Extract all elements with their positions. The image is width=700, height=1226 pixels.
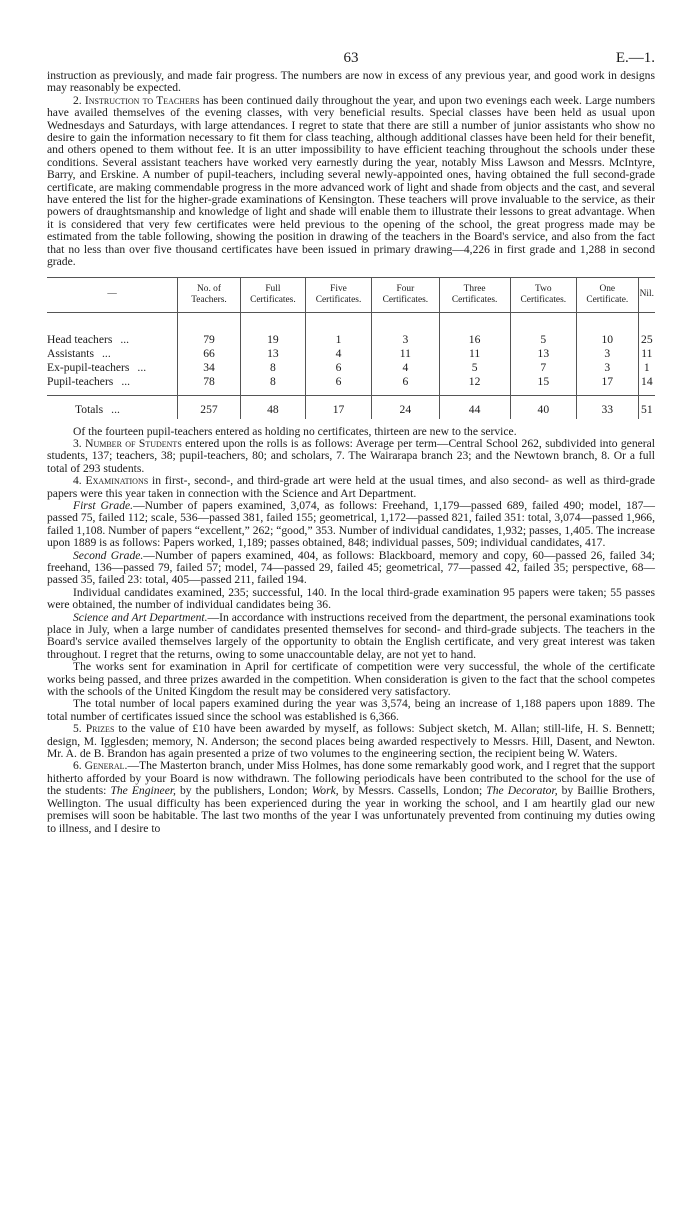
text-run: 3.: [73, 436, 86, 450]
table-row: [47, 375, 655, 396]
table-cell: 16: [439, 333, 510, 347]
table-cell: 11: [372, 347, 439, 361]
table-cell: 10: [576, 333, 638, 347]
paragraph: [47, 438, 655, 475]
table-cell: 25: [638, 333, 655, 347]
paragraph: [47, 550, 655, 587]
row-label-cell: [47, 375, 178, 396]
column-header: Two Certificates.: [510, 277, 576, 312]
table-cell: 3: [576, 361, 638, 375]
text-run: by Baillie Brothers, Wellington. The usual difficulty has been experienced during the year in working the school, and I am heartily glad our new premises will soon be habitable. The last two months of the year I was unfortunately prevented from continuing my duties owing to illness, and I desire to: [47, 784, 655, 835]
table-cell: [305, 312, 371, 333]
italic-text: Science and Art Department.: [73, 610, 208, 624]
table-cell: 79: [178, 333, 241, 347]
table-row: [47, 361, 655, 375]
text-run: —Number of papers examined, 3,074, as follows: Freehand, 1,179—passed 689, failed 490; model, 187—passed 75, failed 112; scale, 536—passed 381, failed 155; geometrical, 1,172—passed 821, failed 351: total, 3,074—passed 1,966, failed 1,108. Number of papers “excellent,” 262; “good,” 353. Number of individual candidates, 1,932; passes, 1,405. The increase upon 1889 is as follows: Papers worked, 1,189; passes obtained, 848; individual passes, 509; individual candidates, 417.: [47, 498, 655, 550]
column-header: One Certificate.: [576, 277, 638, 312]
section-heading: Examinations: [85, 474, 149, 488]
table-cell: 7: [510, 361, 576, 375]
table-cell: 5: [439, 361, 510, 375]
table-cell: 11: [638, 347, 655, 361]
table-cell: 4: [305, 347, 371, 361]
text-run: —Number of papers examined, 404, as follows: Blackboard, memory and copy, 60—passed 26, failed 34; freehand, 136—passed 79, failed 57; model, 74—passed 29, failed 45; geometrical, 77—passed 42, failed 35; perspective, 68—passed 35, failed 23: total, 405—passed 211, failed 194.: [47, 548, 655, 587]
column-header: No. of Teachers.: [178, 277, 241, 312]
table-cell: 34: [178, 361, 241, 375]
paragraph: [47, 698, 655, 723]
row-label: Totals: [75, 403, 104, 416]
table-cell: 15: [510, 375, 576, 396]
table-cell: 8: [240, 361, 305, 375]
page-header: [47, 0, 655, 70]
text-run: Of the fourteen pupil-teachers entered as holding no certificates, thirteen are new to the service.: [73, 424, 517, 438]
row-label-cell: [47, 395, 178, 419]
text-run: The total number of local papers examined during the year was 3,574, being an increase of 1,188 papers upon 1889. The total number of certificates issued since the school was established is 6,366.: [47, 697, 655, 723]
row-label-cell: [47, 312, 178, 333]
italic-text: The Decorator,: [486, 784, 558, 798]
section-heading: Instruction to Teachers: [84, 93, 200, 107]
table-cell: [638, 312, 655, 333]
paragraph: [47, 612, 655, 662]
table-cell: 24: [372, 395, 439, 419]
table-cell: 1: [638, 361, 655, 375]
text-run: entered upon the rolls is as follows: Average per term—Central School 262, subdivided into general students, 137; teachers, 38; pupil-teachers, 80; and scholars, 7. The Wairarapa branch 23; and the Newtown branch, 8. Or a full total of 293 students.: [47, 436, 655, 475]
column-header: Nil.: [638, 277, 655, 312]
section-heading: General.: [84, 759, 128, 773]
paragraph: [47, 475, 655, 500]
paragraph: [47, 760, 655, 834]
italic-text: Second Grade.: [73, 548, 144, 562]
table-cell: 51: [638, 395, 655, 419]
table-cell: 33: [576, 395, 638, 419]
leader-dots: ...: [120, 333, 130, 346]
body-text-before-table: [47, 70, 655, 269]
body-text-after-table: [47, 426, 655, 835]
text-run: instruction as previously, and made fair progress. The numbers are now in excess of any previous year, and good work in designs may reasonably be expected.: [47, 69, 655, 95]
paragraph: [47, 661, 655, 698]
row-label-cell: [47, 347, 178, 361]
text-run: to the value of £10 have been awarded by myself, as follows: Subject sketch, M. Allan; still-life, H. S. Bennett; design, M. Igglesden; memory, N. Anderson; the second places being awarded respectively to Messrs. Hill, Dasent, and Newton. Mr. A. de B. Brandon has again presented a prize of two volumes to the engineering section, the recipient being W. Waters.: [47, 722, 656, 761]
text-run: has been continued daily throughout the year, and upon two evenings each week. Large numbers have availed themselves of the evening classes, with very beneficial results. Special classes have been held as usual upon Wednesdays and Saturdays, with large attendances. I regret to state that there are still a number of junior assistants who show no desire to gain the information necessary to fit them for class teaching, although additional classes have been held for their benefit, and others opened to them without fee. It is an utter impossibility to have efficient teaching throughout the schools under these conditions. Several assistant teachers have worked very earnestly during the year, notably Miss Lawson and Messrs. McIntyre, Barry, and Erskine. A number of pupil-teachers, including several newly-appointed ones, having obtained the full second-grade certificate, are making commendable progress in the more advanced work of light and shade from objects and the cast, and several have entered the list for the higher-grade examinations of Kensington. These teachers will prove invaluable to the service, as their powers of draughtsmanship and knowledge of light and shade will enable them to illustrate their lessons to great advantage. When it is considered that very few certificates were held previous to the opening of the school, the great progress made may be estimated from the table following, showing the position in drawing of the teachers in the Board's service, and also from the fact that no less than over five thousand certificates have been issued in primary drawing—4,226 in first grade and 1,288 in second grade.: [47, 93, 655, 269]
table-cell: 40: [510, 395, 576, 419]
table-cell: [240, 312, 305, 333]
text-run: Individual candidates examined, 235; successful, 140. In the local third-grade examination 95 papers were taken; 55 passes were obtained, the number of individual candidates being 36.: [47, 585, 655, 612]
table-cell: 6: [305, 375, 371, 396]
row-label: Assistants: [47, 347, 95, 360]
table-corner: —: [47, 277, 178, 312]
document-reference: E.—1.: [615, 50, 655, 66]
table-cell: 13: [510, 347, 576, 361]
table-cell: [510, 312, 576, 333]
table-cell: 44: [439, 395, 510, 419]
text-run: in first-, second-, and third-grade art were held at the usual times, and also second- as well as third-grade papers were this year taken in connection with the Science and Art Department.: [47, 474, 655, 500]
table-cell: 66: [178, 347, 241, 361]
table-header-row: [47, 277, 655, 312]
row-label: Head teachers: [47, 333, 113, 346]
table-cell: [439, 312, 510, 333]
table-body: [47, 312, 655, 419]
leader-dots: ...: [121, 375, 131, 388]
table-cell: 19: [240, 333, 305, 347]
table-cell: 5: [510, 333, 576, 347]
table-row: [47, 347, 655, 361]
italic-text: The Engineer,: [110, 784, 176, 798]
table-cell: [178, 312, 241, 333]
page-number: 63: [343, 50, 359, 66]
section-heading: Number of Students: [85, 436, 182, 450]
document-page: [47, 0, 655, 1226]
paragraph: [47, 500, 655, 550]
text-run: —The Masterton branch, under Miss Holmes, has done some remarkably good work, and I regret that the support hitherto afforded by your Board is now withdrawn. The following periodicals have been contributed to the school for the use of the students:: [47, 759, 655, 798]
table-cell: 4: [372, 361, 439, 375]
text-run: 4.: [73, 474, 86, 488]
table-cell: 8: [240, 375, 305, 396]
paragraph: [47, 70, 655, 95]
paragraph: [47, 95, 655, 269]
table-cell: 17: [576, 375, 638, 396]
text-run: —In accordance with instructions received from the department, the personal examinations took place in July, when a large number of candidates presented themselves for second- and third-grade subjects. The teachers in the Board's service availed themselves largely of the opportunity to obtain the English certificate, and very great interest was taken throughout. I regret that the returns, owing to some unaccountable delay, are not yet to hand.: [47, 610, 656, 661]
row-label: Ex-pupil-teachers: [47, 361, 130, 374]
leader-dots: ...: [137, 361, 147, 374]
paragraph: [47, 587, 655, 612]
leader-dots: ...: [102, 347, 111, 360]
table-row: [47, 333, 655, 347]
row-label-cell: [47, 361, 178, 375]
row-label: Pupil-teachers: [47, 375, 114, 388]
table-totals-row: [47, 395, 655, 419]
text-run: 6.: [73, 759, 85, 773]
table-cell: 3: [372, 333, 439, 347]
table-cell: 13: [240, 347, 305, 361]
table-cell: 11: [439, 347, 510, 361]
column-header: Five Certificates.: [305, 277, 371, 312]
table-cell: [372, 312, 439, 333]
table-cell: 14: [638, 375, 655, 396]
table-cell: 6: [372, 375, 439, 396]
table-cell: 3: [576, 347, 638, 361]
italic-text: Work,: [311, 784, 339, 798]
column-header: Full Certificates.: [240, 277, 305, 312]
leader-dots: ...: [111, 403, 120, 416]
column-header: Three Certificates.: [439, 277, 510, 312]
text-run: by the publishers, London;: [175, 784, 312, 798]
italic-text: First Grade.: [73, 498, 134, 512]
table-cell: 12: [439, 375, 510, 396]
table-cell: 48: [240, 395, 305, 419]
table-cell: [576, 312, 638, 333]
teacher-certificates-table: [47, 277, 655, 419]
table-cell: 1: [305, 333, 371, 347]
row-label-cell: [47, 333, 178, 347]
table-cell: 17: [305, 395, 371, 419]
text-run: 2.: [73, 93, 85, 107]
text-run: 5.: [73, 722, 86, 736]
column-header: Four Certificates.: [372, 277, 439, 312]
paragraph: [47, 723, 655, 760]
table-cell: 78: [178, 375, 241, 396]
table-cell: 257: [178, 395, 241, 419]
table-cell: 6: [305, 361, 371, 375]
table-spacer-row: [47, 312, 655, 333]
text-run: The works sent for examination in April for certificate of competition were very successful, the whole of the certificate works being passed, and three prizes awarded in the competition. When consideration is given to the fact that the school competes with the schools of the United Kingdom the result may be considered very satisfactory.: [47, 660, 655, 699]
text-run: by Messrs. Cassells, London;: [338, 784, 487, 798]
section-heading: Prizes: [85, 722, 115, 736]
